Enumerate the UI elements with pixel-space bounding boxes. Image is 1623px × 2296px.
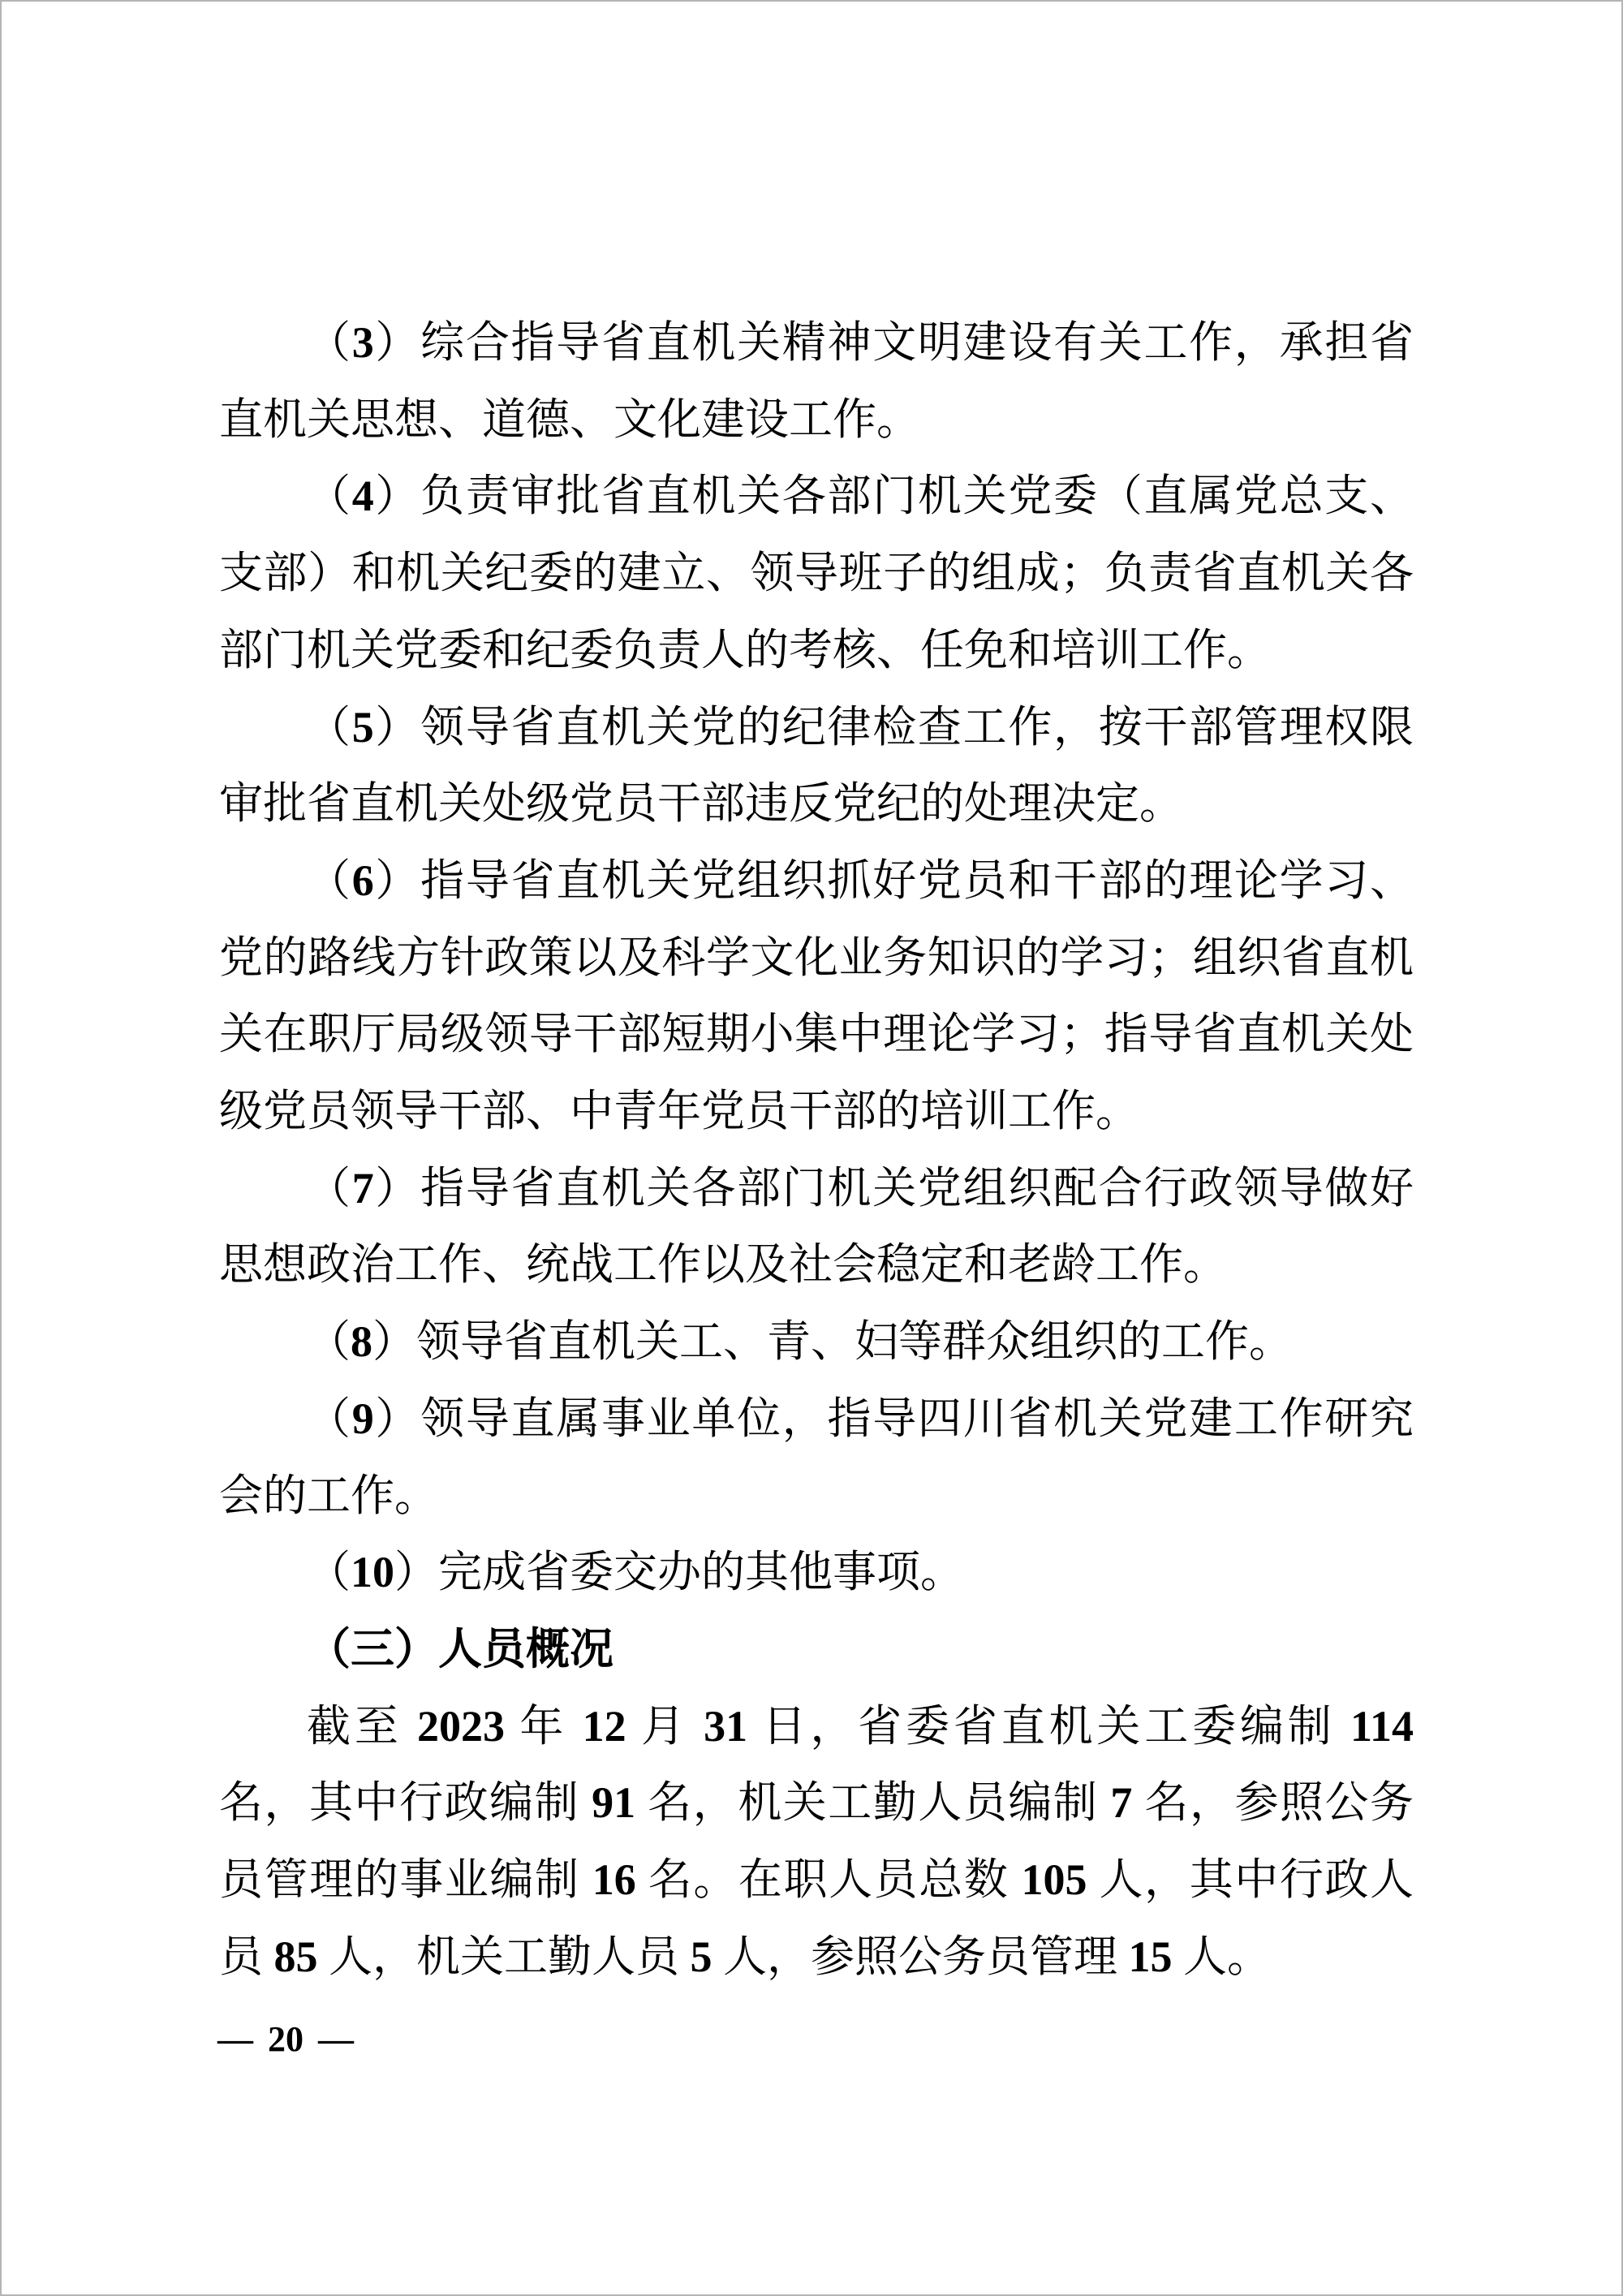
bold-number: 5 bbox=[351, 702, 374, 752]
bold-number: 2023 bbox=[417, 1701, 506, 1751]
bold-number: 10 bbox=[351, 1548, 394, 1597]
paragraph: （9）领导直属事业单位，指导四川省机关党建工作研究会的工作。 bbox=[219, 1394, 1414, 1520]
bold-number: 85 bbox=[273, 1932, 318, 1981]
bold-number: 7 bbox=[1110, 1778, 1133, 1828]
section-heading: （三）人员概况 bbox=[307, 1624, 613, 1674]
bold-number: 105 bbox=[1021, 1855, 1087, 1905]
bold-number: 8 bbox=[351, 1317, 372, 1367]
footer-dash-left: — bbox=[217, 2019, 253, 2059]
document-body bbox=[219, 304, 1414, 1995]
paragraph: 截至 2023 年 12 月 31 日，省委省直机关工委编制 114 名，其中行政编制 91 名，机关工勤人员编制 7 名，参照公务员管理的事业编制 16 名。在职人员总数 105 人，其中行政人员 85 人，机关工勤人员 5 人，参照公务员管理 15 人。 bbox=[219, 1701, 1414, 1981]
bold-number: 4 bbox=[351, 472, 374, 521]
bold-number: 6 bbox=[351, 855, 374, 905]
bold-number: 9 bbox=[351, 1394, 374, 1443]
paragraph: （3）综合指导省直机关精神文明建设有关工作，承担省直机关思想、道德、文化建设工作。 bbox=[219, 318, 1414, 444]
paragraph: （8）领导省直机关工、青、妇等群众组织的工作。 bbox=[307, 1317, 1293, 1367]
bold-number: 5 bbox=[690, 1932, 712, 1981]
bold-number: 16 bbox=[592, 1855, 636, 1905]
page-number: 20 bbox=[268, 2019, 304, 2059]
paragraph: （7）指导省直机关各部门机关党组织配合行政领导做好思想政治工作、统战工作以及社会稳定和老龄工作。 bbox=[219, 1163, 1414, 1290]
bold-number: 114 bbox=[1350, 1701, 1414, 1751]
footer-dash-right: — bbox=[318, 2019, 354, 2059]
paragraph: （5）领导省直机关党的纪律检查工作，按干部管理权限审批省直机关处级党员干部违反党纪的处理决定。 bbox=[219, 702, 1414, 829]
paragraph: （10）完成省委交办的其他事项。 bbox=[307, 1548, 964, 1597]
bold-number: 7 bbox=[351, 1163, 374, 1213]
paragraph: （4）负责审批省直机关各部门机关党委（直属党总支、支部）和机关纪委的建立、领导班子的组成；负责省直机关各部门机关党委和纪委负责人的考核、任免和培训工作。 bbox=[219, 472, 1414, 674]
bold-number: 15 bbox=[1128, 1932, 1173, 1981]
page-footer bbox=[217, 2019, 354, 2060]
bold-number: 12 bbox=[582, 1701, 626, 1751]
bold-number: 31 bbox=[704, 1701, 748, 1751]
bold-number: 91 bbox=[592, 1778, 636, 1828]
paragraph: （6）指导省直机关党组织抓好党员和干部的理论学习、党的路线方针政策以及科学文化业务知识的学习；组织省直机关在职厅局级领导干部短期小集中理论学习；指导省直机关处级党员领导干部、中青年党员干部的培训工作。 bbox=[219, 855, 1414, 1136]
bold-number: 3 bbox=[351, 318, 374, 367]
